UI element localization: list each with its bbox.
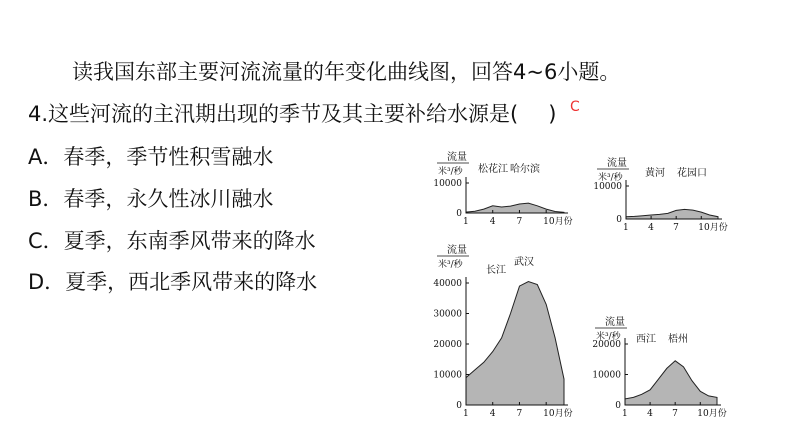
chart-1-river: 松花江 (478, 164, 508, 175)
chart-2-xtick-label: 10月份 (698, 223, 728, 233)
chart-3-xtick-label: 1 (463, 409, 469, 419)
chart-4-ytick-label: 20000 (592, 340, 621, 350)
chart-4-station: 梧州 (668, 334, 688, 345)
chart-2-ytick-label: 10000 (593, 182, 622, 192)
chart-2-ylabel-unit: 米³/秒 (598, 173, 623, 183)
chart-3-area (466, 282, 564, 406)
chart-4-ylabel-unit: 米³/秒 (596, 332, 621, 342)
chart-3-ytick-label: 20000 (433, 340, 462, 350)
chart-2-area (626, 209, 718, 219)
option-d[interactable]: D．夏季，西北季风带来的降水 (28, 270, 318, 294)
chart-3-ytick-label: 0 (456, 401, 462, 411)
chart-1-ylabel-top: 流量 (447, 152, 467, 163)
chart-1-ylabel-unit: 米³/秒 (438, 167, 463, 177)
option-a[interactable]: A．春季，季节性积雪融水 (28, 145, 274, 169)
chart-4-area (625, 361, 717, 405)
chart-3-xtick-label: 10月份 (543, 409, 573, 419)
chart-3-ylabel-top: 流量 (447, 245, 467, 256)
chart-3-ytick-label: 30000 (433, 309, 462, 320)
chart-2-river: 黄河 (645, 168, 665, 179)
chart-3-ytick-label: 10000 (433, 370, 462, 381)
chart-1-xtick-label: 1 (463, 217, 469, 227)
chart-2-station: 花园口 (677, 168, 707, 179)
chart-1-station: 哈尔滨 (510, 164, 540, 175)
chart-4-ylabel-top: 流量 (605, 317, 625, 328)
answer-mark: C (570, 99, 580, 115)
question-intro: 读我国东部主要河流流量的年变化曲线图，回答4~6小题。 (72, 60, 621, 84)
option-b[interactable]: B．春季，永久性冰川融水 (28, 187, 274, 211)
chart-4-xtick-label: 4 (647, 409, 653, 419)
chart-1-xtick-label: 10月份 (543, 217, 573, 227)
chart-3-xtick-label: 7 (516, 409, 523, 419)
chart-4-xtick-label: 10月份 (697, 409, 727, 419)
chart-4-xtick-label: 7 (672, 409, 678, 419)
chart-2-xtick-label: 1 (623, 223, 629, 233)
chart-1-ytick-label: 10000 (433, 179, 462, 189)
chart-4-river: 西江 (636, 334, 656, 345)
option-c[interactable]: C．夏季，东南季风带来的降水 (28, 229, 316, 253)
chart-3-ytick-label: 40000 (433, 279, 462, 289)
chart-3-station: 武汉 (514, 257, 534, 268)
chart-3-river: 长江 (486, 265, 506, 276)
chart-4-ytick-label: 10000 (592, 370, 621, 381)
chart-3-ylabel-unit: 米³/秒 (438, 260, 463, 270)
chart-4-xtick-label: 1 (622, 409, 628, 419)
chart-1-xtick-label: 7 (516, 217, 523, 227)
chart-2-xtick-label: 7 (673, 223, 679, 233)
question-stem-suffix: ) (548, 102, 557, 126)
chart-4-ytick-label: 0 (615, 401, 621, 411)
chart-2-ytick-label: 0 (616, 215, 622, 225)
chart-2-ylabel-top: 流量 (607, 158, 627, 169)
question-stem-prefix: 4.这些河流的主汛期出现的季节及其主要补给水源是( (28, 102, 519, 126)
chart-1-xtick-label: 4 (489, 217, 496, 227)
chart-2-xtick-label: 4 (648, 223, 654, 233)
chart-1-area (466, 203, 564, 213)
chart-3-xtick-label: 4 (489, 409, 496, 419)
chart-1-ytick-label: 0 (456, 209, 462, 219)
